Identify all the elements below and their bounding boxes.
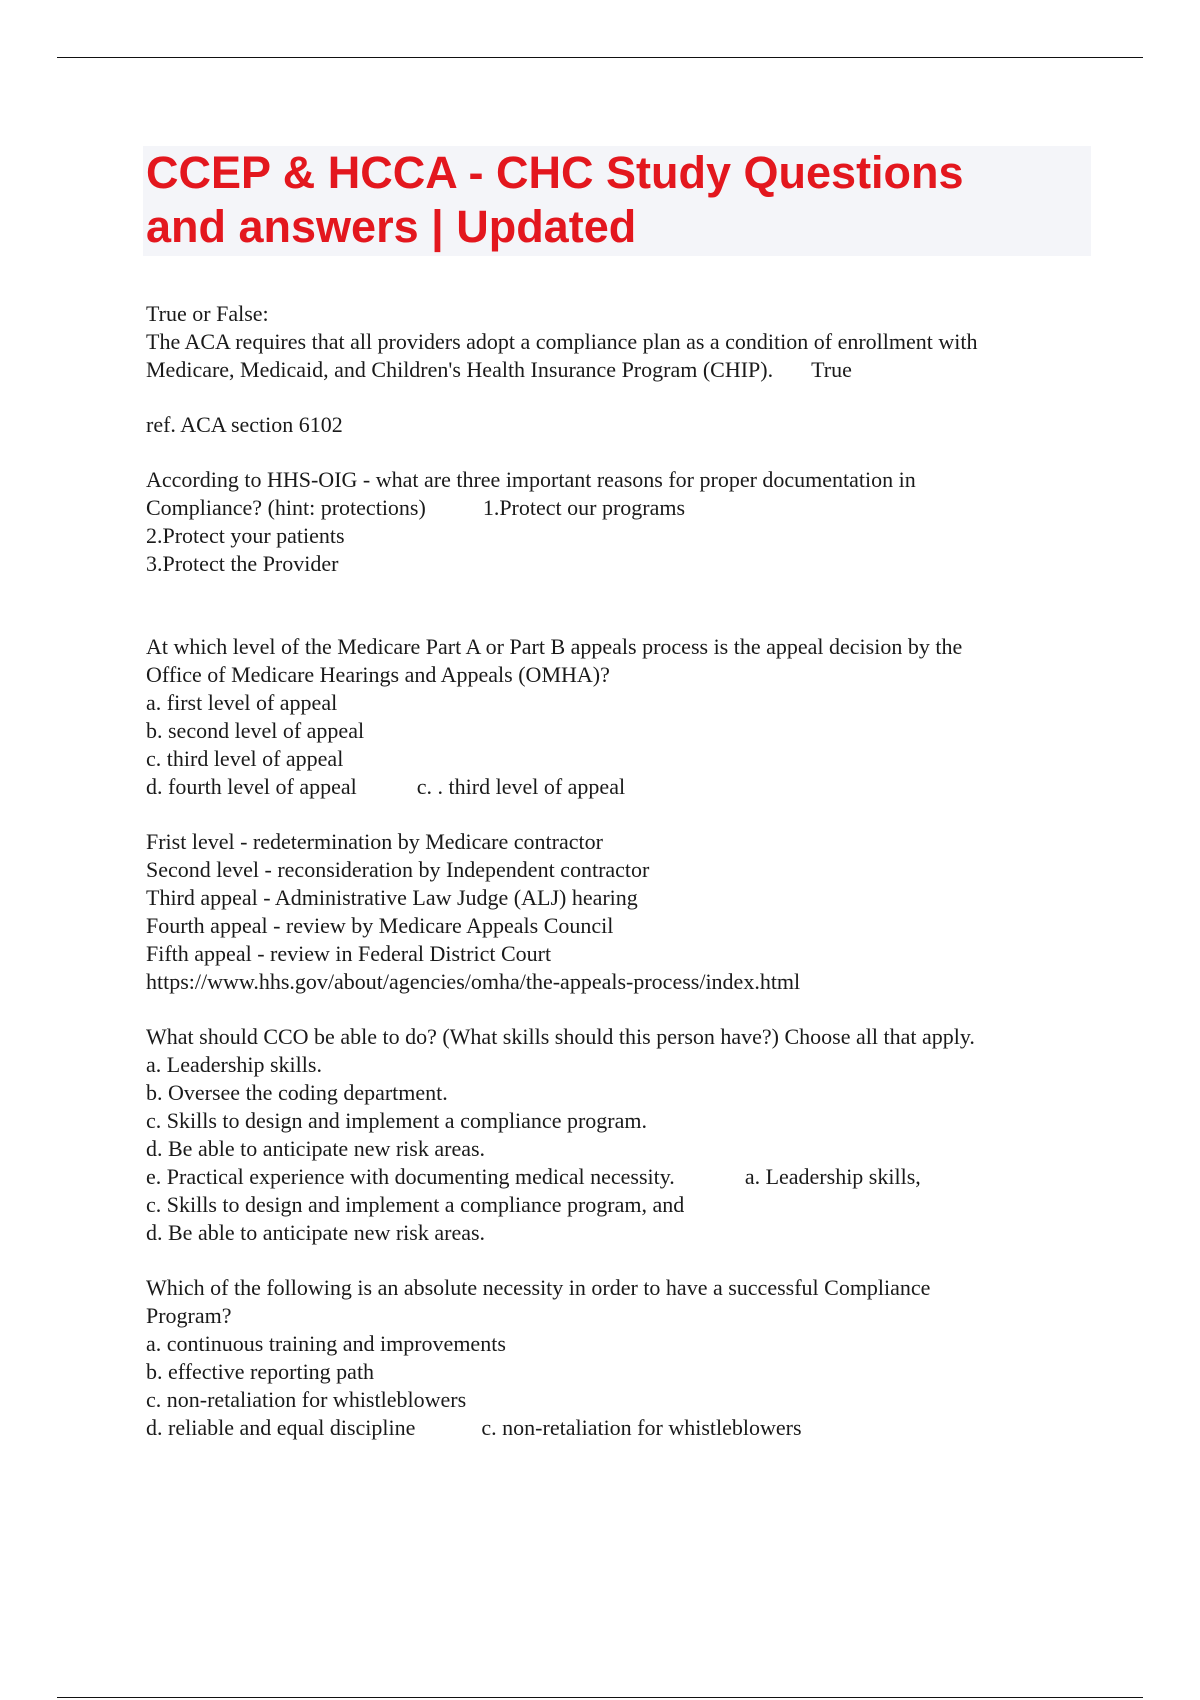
option-c: c. non-retaliation for whistleblowers [146, 1387, 467, 1412]
option-a: a. Leadership skills. [146, 1052, 322, 1077]
explanation-line: Third appeal - Administrative Law Judge (ALJ) hearing [146, 885, 638, 910]
title-line-1: CCEP & HCCA - CHC Study Questions [146, 147, 964, 198]
question-text: Which of the following is an absolute necessity in order to have a successful Compliance [146, 1275, 931, 1300]
option-a: a. first level of appeal [146, 690, 338, 715]
question-text: At which level of the Medicare Part A or Part B appeals process is the appeal decision by the [146, 634, 963, 659]
answer-text: c. non-retaliation for whistleblowers [481, 1415, 802, 1440]
answer-text: a. Leadership skills, [744, 1164, 921, 1189]
explanation-line: Fourth appeal - review by Medicare Appeals Council [146, 913, 614, 938]
explanation-line: Fifth appeal - review in Federal District Court [146, 941, 552, 966]
question-2 [146, 466, 1086, 578]
question-5 [146, 1274, 1086, 1442]
answer-text: 2.Protect your patients [146, 523, 345, 548]
option-c: c. Skills to design and implement a compliance program. [146, 1108, 647, 1133]
option-d: d. reliable and equal discipline [146, 1415, 416, 1440]
question-text: True or False: [146, 301, 269, 326]
answer-text: d. Be able to anticipate new risk areas. [146, 1220, 486, 1245]
question-text: Medicare, Medicaid, and Children's Health Insurance Program (CHIP). [146, 357, 774, 382]
option-a: a. continuous training and improvements [146, 1331, 506, 1356]
question-text: Office of Medicare Hearings and Appeals (OMHA)? [146, 662, 610, 687]
question-4 [146, 1023, 1086, 1247]
question-text: The ACA requires that all providers adopt a compliance plan as a condition of enrollment with [146, 329, 978, 354]
title-line-2: and answers | Updated [146, 201, 637, 252]
answer-text: 1.Protect our programs [482, 495, 686, 520]
option-c: c. third level of appeal [146, 746, 344, 771]
explanation-line: Second level - reconsideration by Independent contractor [146, 857, 650, 882]
question-3 [146, 633, 1086, 996]
option-e: e. Practical experience with documenting medical necessity. [146, 1164, 675, 1189]
question-text: What should CCO be able to do? (What skills should this person have?) Choose all that apply. [146, 1024, 975, 1049]
explanation-line: Frist level - redetermination by Medicare contractor [146, 829, 603, 854]
question-text: Compliance? (hint: protections) [146, 495, 426, 520]
reference-url: https://www.hhs.gov/about/agencies/omha/the-appeals-process/index.html [146, 969, 801, 994]
reference-text: ref. ACA section 6102 [146, 412, 343, 437]
option-b: b. second level of appeal [146, 718, 365, 743]
answer-text: 3.Protect the Provider [146, 551, 339, 576]
answer-text: c. . third level of appeal [416, 774, 626, 799]
option-b: b. effective reporting path [146, 1359, 375, 1384]
answer-text: c. Skills to design and implement a compliance program, and [146, 1192, 685, 1217]
document-title [146, 146, 1086, 254]
top-rule [57, 57, 1143, 58]
option-d: d. Be able to anticipate new risk areas. [146, 1136, 486, 1161]
option-d: d. fourth level of appeal [146, 774, 357, 799]
question-text: According to HHS-OIG - what are three important reasons for proper documentation in [146, 467, 916, 492]
option-b: b. Oversee the coding department. [146, 1080, 448, 1105]
bottom-rule [57, 1697, 1143, 1698]
question-1 [146, 300, 1086, 439]
document-body [146, 300, 1086, 1442]
answer-text: True [811, 357, 852, 382]
question-text: Program? [146, 1303, 232, 1328]
